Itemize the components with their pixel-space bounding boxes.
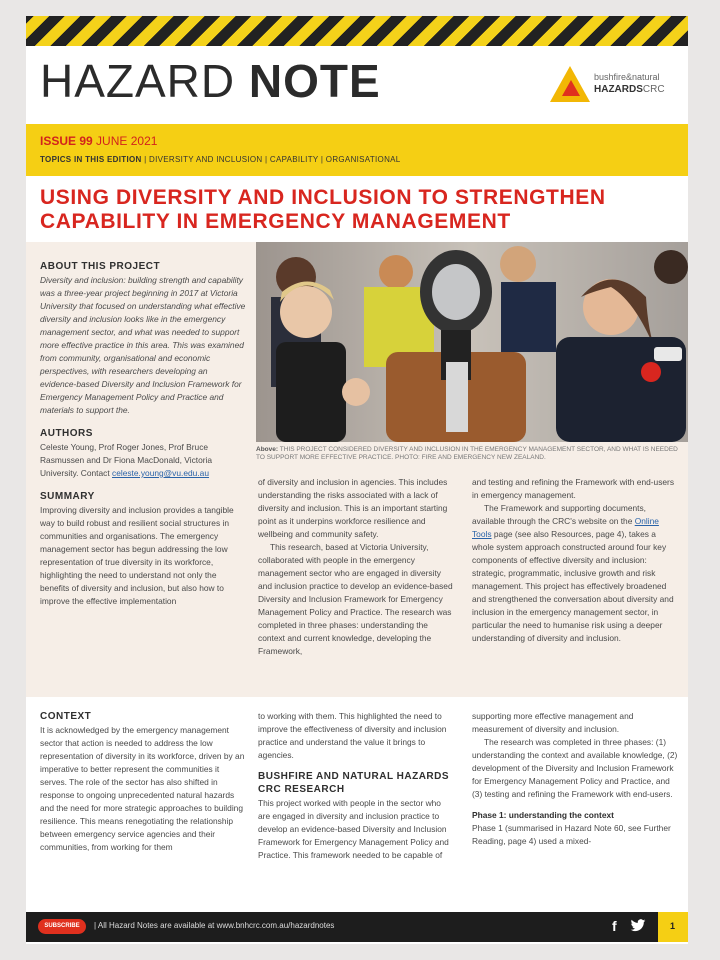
middle-column-top — [258, 476, 454, 658]
authors-text: Celeste Young, Prof Roger Jones, Prof Bruce Rasmussen and Dr Fiona MacDonald, Victoria University. Contact celeste.young@vu.edu.au — [40, 442, 213, 478]
headline: USING DIVERSITY AND INCLUSION TO STRENGTHEN CAPABILITY IN EMERGENCY MANAGEMENT — [40, 186, 606, 233]
middle-column-bottom — [258, 710, 454, 862]
crc-research-heading: BUSHFIRE AND NATURAL HAZARDS CRC RESEARCH — [258, 771, 450, 795]
footer-text: | All Hazard Notes are available at www.bnhcrc.com.au/hazardnotes — [94, 921, 335, 930]
logo-line1: bushfire&natural — [594, 72, 660, 82]
col3-bottom-p3: Phase 1 (summarised in Hazard Note 60, see Further Reading, page 4) used a mixed- — [472, 823, 671, 846]
page-number-tab: 1 — [658, 912, 688, 942]
col3-bottom-p1: supporting more effective management and measurement of diversity and inclusion. — [472, 711, 634, 734]
photo-caption: Above: THIS PROJECT CONSIDERED DIVERSITY AND INCLUSION IN THE EMERGENCY MANAGEMENT SECTOR, AND WHAT IS NEEDED TO SUPPORT MORE EFFECTIVE PRACTICE. PHOTO: FIRE AND EMERGENCY NEW ZEALAND. — [256, 446, 678, 461]
authors-heading: AUTHORS — [40, 428, 93, 439]
hero-photo — [256, 242, 688, 442]
col2-bottom-p2: This project worked with people in the sector who are engaged in diversity and inclusion practice to develop an evidence-based Diversity and Inclusion Framework for Emergency Management Policy and Practice. This framework needed to be capable of — [258, 798, 449, 860]
masthead-title: HAZARD NOTE — [40, 55, 381, 107]
about-text: Diversity and inclusion: building strength and capability was a three-year project beginning in 2017 at Victoria University that focused on understanding what effective diversity and inclusion looks like in the emergency management sector, and what was needed to support more effective practice in this area. This was examined from community, organisational and economic perspectives, with researchers developing an evidence-based Diversity and Inclusion Framework for Emergency Management Policy and Practice and materials to support the. — [40, 275, 246, 415]
col3-top-p1: and testing and refining the Framework with end-users in emergency management. — [472, 477, 675, 500]
left-column-bottom — [40, 710, 246, 854]
about-heading: ABOUT THIS PROJECT — [40, 261, 161, 272]
topics-line: TOPICS IN THIS EDITION | DIVERSITY AND INCLUSION | CAPABILITY | ORGANISATIONAL — [40, 155, 401, 164]
subscribe-button[interactable]: SUBSCRIBE — [38, 919, 86, 934]
hazard-stripe-banner — [26, 16, 688, 46]
bnhcrc-logo[interactable] — [550, 64, 680, 110]
page — [26, 16, 688, 944]
facebook-icon[interactable]: f — [612, 918, 617, 934]
logo-line2: HAZARDSCRC — [594, 84, 665, 95]
col2-bottom-p1: to working with them. This highlighted the need to improve the effectiveness of diversity and inclusion practice and understand the value it brings to agencies. — [258, 711, 447, 760]
context-text: It is acknowledged by the emergency management sector that action is needed to address the low representation of diversity in its workforce, driven by an imperative to better represent the communities it serves. The role of the sector has also shifted in response to ongoing unprecedented natural hazards and the need for more strategic approaches to building resilience. This means renegotiating the relationship between emergency service agencies and their communities, from working for them — [40, 725, 245, 852]
issue-info: ISSUE 99 JUNE 2021 — [40, 134, 158, 148]
left-column-top — [40, 260, 246, 608]
col3-top-p2: The Framework and supporting documents, available through the CRC's website on the Online Tools page (see also Resources, page 4), takes a whole system approach constructed around four key components of effective diversity and inclusion: strategic, programmatic, inclusive growth and risk management. This project has effectively broadened and strengthened the conversation about diversity and inclusion in the emergency management sector, in particular the need to humanise risk using a deeper understanding of diversity and inclusion. — [472, 503, 674, 643]
phase1-subheading: Phase 1: understanding the context — [472, 810, 614, 820]
col2-top-p1: of diversity and inclusion in agencies. This includes understanding the risks associated with a lack of diversity and inclusion. This is an important starting point as it underpins workforce resilience and wellbeing and community safety. — [258, 477, 448, 539]
right-column-top — [472, 476, 678, 645]
issue-bar — [26, 124, 688, 176]
logo-flame-icon — [562, 80, 580, 96]
online-tools-link[interactable]: Online Tools — [472, 516, 659, 539]
author-email-link[interactable]: celeste.young@vu.edu.au — [112, 468, 209, 478]
context-heading: CONTEXT — [40, 711, 92, 722]
col2-top-p2: This research, based at Victoria University, collaborated with people in the emergency management sector who are engaged in diversity and inclusion practice to develop an evidence-based Diversity and Inclusion Framework for Emergency Management Policy and Practice. The research was completed in three phases: understanding the context and current knowledge, developing the Framework, — [258, 542, 453, 656]
footer-bar — [26, 912, 688, 942]
summary-text: Improving diversity and inclusion provides a tangible way to build robust and resilient social structures in communities and organisations. The emergency management sector has begun addressing the low representation of true diversity in its workforce, highlighting the need to understand not only the benefits of diversity and inclusion, but also how to improve the effective implementation — [40, 505, 234, 606]
summary-heading: SUMMARY — [40, 491, 95, 502]
col3-bottom-p2: The research was completed in three phases: (1) understanding the context and available knowledge, (2) development of the Diversity and Inclusion Framework for Emergency Management Policy and Practice, and (3) testing and refining the Framework with end-users. — [472, 737, 678, 799]
twitter-icon[interactable] — [630, 917, 646, 933]
right-column-bottom — [472, 710, 678, 848]
